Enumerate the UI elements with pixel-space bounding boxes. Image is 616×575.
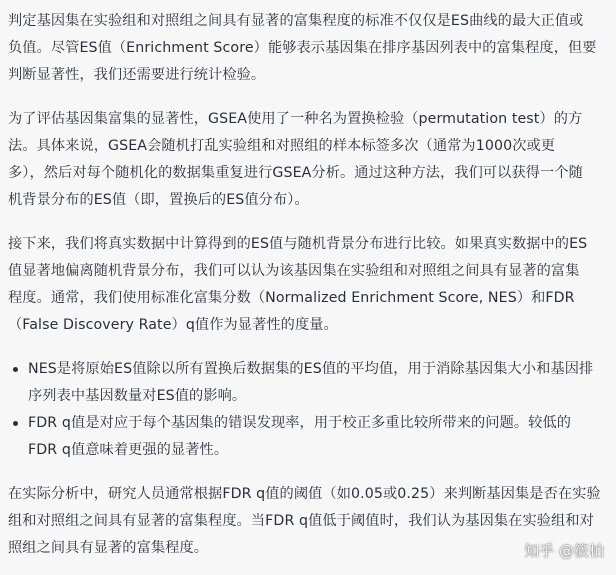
paragraph-comparison [8, 231, 616, 339]
paragraph-significance-criteria [8, 8, 616, 89]
text-line: （False Discovery Rate）q值作为显著性的度量。 [8, 317, 338, 333]
bullet-dot-icon [13, 367, 18, 372]
text-line: 为了评估基因集富集的显著性，GSEA使用了一种名为置换检验（permutation test）的方 [8, 111, 583, 127]
text-line: 判定基因集在实验组和对照组之间具有显著的富集程度的标准不仅仅是ES曲线的最大正值或 [8, 13, 584, 29]
bullet-list [8, 356, 616, 464]
list-item-fdr [8, 410, 616, 464]
text-line: 负值。尽管ES值（Enrichment Score）能够表示基因集在排序基因列表中的富集程度，但要 [8, 40, 597, 56]
text-line: 序列表中基因数量对ES值的影响。 [28, 388, 247, 404]
list-item-nes [8, 356, 616, 410]
text-line: 机背景分布的ES值（即，置换后的ES值分布）。 [8, 192, 309, 208]
text-line: 值显著地偏离随机背景分布，我们可以认为该基因集在实验组和对照组之间具有显著的富集 [8, 263, 580, 279]
text-line: 法。具体来说，GSEA会随机打乱实验组和对照组的样本标签多次（通常为1000次或更 [8, 138, 556, 154]
bullet-dot-icon [13, 421, 18, 426]
text-line: 组和对照组之间具有显著的富集程度。当FDR q值低于阈值时，我们认为基因集在实验组和对 [8, 513, 594, 529]
text-line: NES是将原始ES值除以所有置换后数据集的ES值的平均值，用于消除基因集大小和基因排 [28, 361, 594, 377]
zhihu-watermark: 知乎 @筱柏 [524, 542, 604, 560]
text-line: 接下来，我们将真实数据中计算得到的ES值与随机背景分布进行比较。如果真实数据中的ES [8, 236, 588, 252]
text-line: FDR q值是对应于每个基因集的错误发现率，用于校正多重比较所带来的问题。较低的 [28, 415, 572, 431]
text-line: 照组之间具有显著的富集程度。 [8, 540, 209, 556]
text-line: 在实际分析中，研究人员通常根据FDR q值的阈值（如0.05或0.25）来判断基因集是否在实验 [8, 486, 601, 502]
paragraph-permutation-test [8, 106, 616, 214]
text-line: 多），然后对每个随机化的数据集重复进行GSEA分析。通过这种方法，我们可以获得一个随 [8, 165, 583, 181]
article-body [8, 8, 616, 562]
text-line: 判断显著性，我们还需要进行统计检验。 [8, 67, 266, 83]
text-line: 程度。通常，我们使用标准化富集分数（Normalized Enrichment Score, NES）和FDR [8, 290, 575, 306]
text-line: FDR q值意味着更强的显著性。 [28, 442, 229, 458]
